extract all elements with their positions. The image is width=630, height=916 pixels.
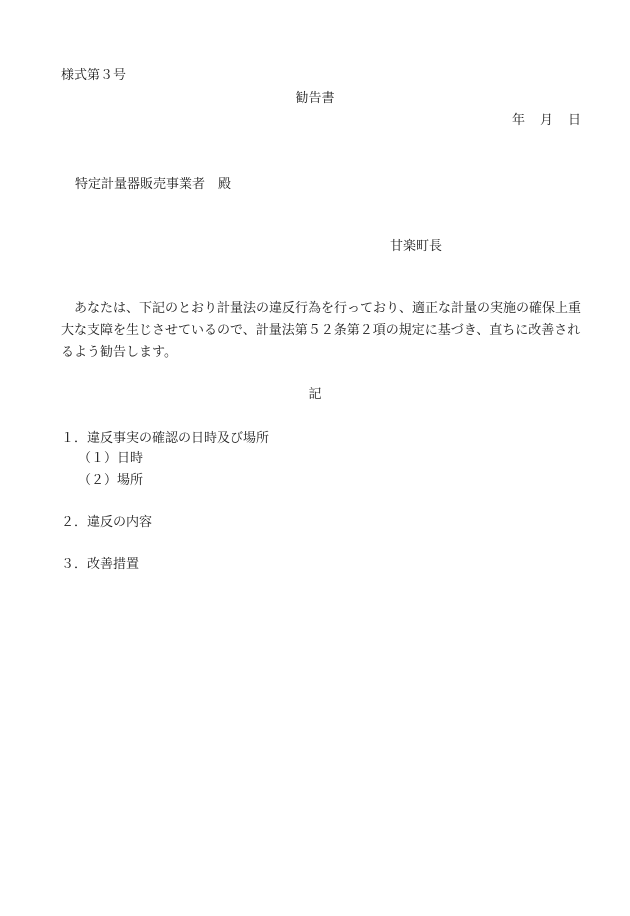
- sender: 甘楽町長: [390, 239, 443, 254]
- addressee: 特定計量器販売事業者 殿: [75, 177, 232, 192]
- form-number: 様式第３号: [61, 68, 127, 83]
- list-item-2: ２．違反の内容: [61, 515, 153, 530]
- note-heading: 記: [308, 387, 322, 402]
- list-subitem-place: （２）場所: [78, 473, 144, 488]
- list-subitem-datetime: （１）日時: [78, 451, 144, 466]
- list-item-3: ３．改善措置: [61, 557, 140, 572]
- document-title: 勧告書: [295, 91, 335, 106]
- body-paragraph: あなたは、下記のとおり計量法の違反行為を行っており、適正な計量の実施の確保上重大な支障を生じさせているので、計量法第５２条第２項の規定に基づき、直ちに改善されるよう勧告します。: [61, 301, 582, 360]
- list-item-1: １．違反事実の確認の日時及び場所: [61, 431, 270, 446]
- date-line: 年 月 日: [511, 113, 582, 128]
